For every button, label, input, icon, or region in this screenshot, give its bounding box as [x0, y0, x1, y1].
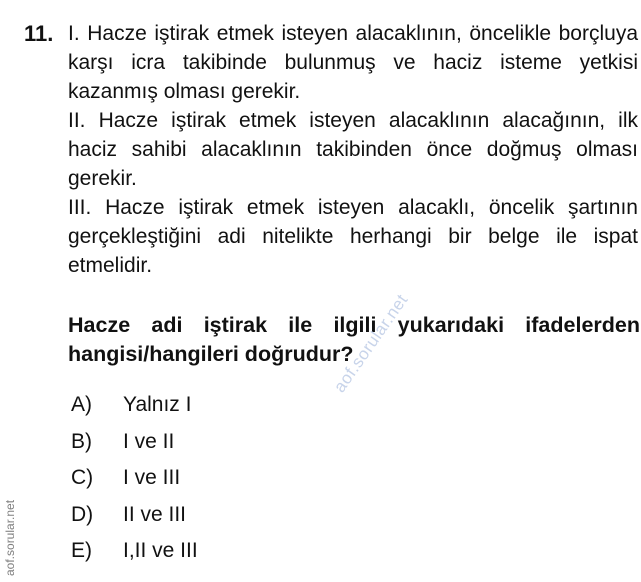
statements	[68, 19, 638, 280]
option-a[interactable]	[71, 387, 198, 424]
option-e[interactable]	[71, 533, 198, 570]
option-text: II ve III	[123, 502, 187, 526]
option-text: I ve II	[123, 429, 175, 453]
watermark-diagonal: aof.sorular.net	[330, 290, 412, 396]
option-letter: B)	[71, 429, 92, 453]
question-prompt: Hacze adi iştirak ile ilgili yukarıdaki ifadelerden hangisi/hangileri doğrudur?	[68, 313, 640, 366]
option-b[interactable]	[71, 424, 198, 461]
option-text: I,II ve III	[123, 539, 198, 563]
option-letter: A)	[71, 393, 92, 417]
option-d[interactable]	[71, 497, 198, 534]
watermark-side: aof.sorular.net	[3, 499, 17, 576]
answer-options	[71, 387, 198, 570]
statement-2: II. Hacze iştirak etmek isteyen alacaklının alacağının, ilk haciz sahibi alacaklının takibinden önce doğmuş olması gerekir.	[68, 109, 638, 190]
statement-3: III. Hacze iştirak etmek isteyen alacaklı, öncelik şartının gerçekleştiğini adi nitelikte herhangi bir belge ile ispat etmelidir.	[68, 196, 638, 277]
statement-1: I. Hacze iştirak etmek isteyen alacaklının, öncelikle borçluya karşı icra takibinde bulunmuş ve haciz isteme yetkisi kazanmış olması gerekir.	[68, 22, 638, 103]
option-text: I ve III	[123, 466, 181, 490]
option-letter: E)	[71, 539, 92, 563]
question-number: 11.	[24, 21, 54, 46]
option-letter: D)	[71, 502, 94, 526]
option-letter: C)	[71, 466, 94, 490]
option-c[interactable]	[71, 460, 198, 497]
option-text: Yalnız I	[123, 393, 192, 417]
